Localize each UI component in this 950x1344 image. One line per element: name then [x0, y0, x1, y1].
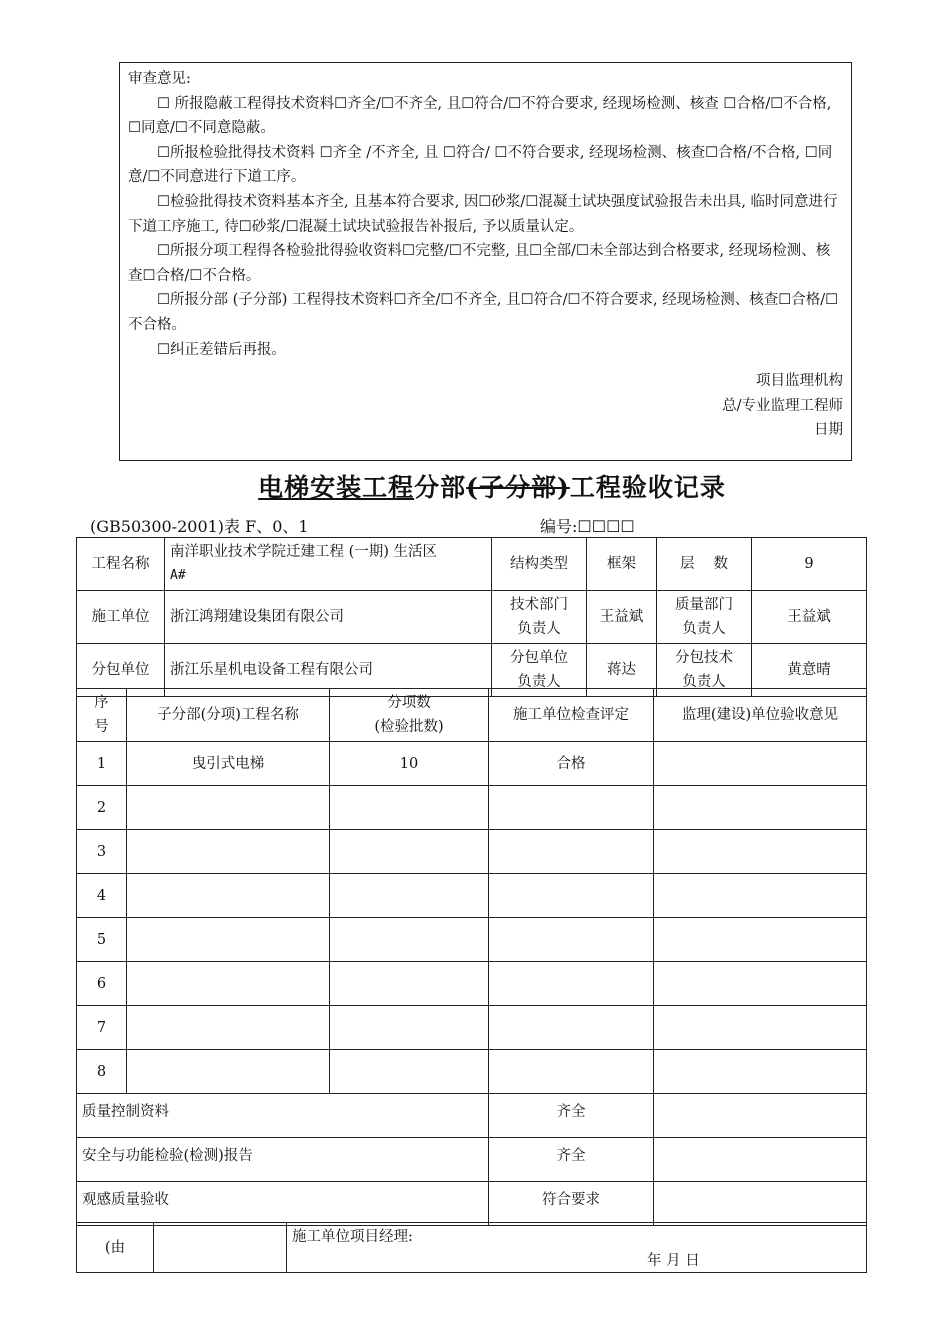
- sub-head-label-line1: 分包单位: [510, 650, 568, 666]
- review-item-temporary-approval: ☐检验批得技术资料基本齐全, 且基本符合要求, 因☐砂浆/☐混凝土试块强度试验报告未出具, 临时同意进行下道工序施工, 待☐砂浆/☐混凝土试块试验报告补报后, 予以质量认定。: [128, 193, 838, 235]
- row-opinion: [654, 742, 867, 786]
- row-opinion: [654, 918, 867, 962]
- row-name: [127, 918, 330, 962]
- row-eval: [489, 1006, 654, 1050]
- header-no-line1: 序: [94, 695, 109, 711]
- sign-supervision-org: 项目监理机构: [756, 373, 843, 390]
- items-header-row: [77, 689, 867, 742]
- summary-safety-report-opinion: [654, 1138, 867, 1182]
- summary-row: [77, 1182, 867, 1226]
- serial-number: 编号:☐☐☐☐: [540, 517, 635, 536]
- summary-safety-report-value: 齐全: [489, 1138, 654, 1182]
- row-name: [127, 962, 330, 1006]
- row-eval: [489, 918, 654, 962]
- row-opinion: [654, 962, 867, 1006]
- title-part-sub-subdivision: (子分部): [466, 473, 570, 502]
- row-opinion: [654, 1050, 867, 1094]
- row-eval: [489, 1050, 654, 1094]
- signature-blank-cell: [154, 1223, 287, 1273]
- summary-appearance-label: 观感质量验收: [77, 1182, 489, 1226]
- header-count: [330, 689, 489, 742]
- quality-head-label: [657, 591, 752, 644]
- quality-head-value: 王益斌: [752, 591, 867, 644]
- signature-table: [76, 1222, 867, 1273]
- document-title: [0, 468, 950, 504]
- row-name: [127, 1050, 330, 1094]
- row-no: 3: [77, 830, 127, 874]
- sub-tech-head-value: 黄意晴: [752, 644, 867, 697]
- row-opinion: [654, 786, 867, 830]
- row-eval: [489, 874, 654, 918]
- summary-quality-docs-value: 齐全: [489, 1094, 654, 1138]
- builder-manager-label: 施工单位项目经理:: [292, 1229, 413, 1245]
- row-name: 曳引式电梯: [127, 742, 330, 786]
- title-part-acceptance-record: 工程验收记录: [569, 473, 726, 502]
- review-item-inspection-lot: ☐所报检验批得技术资料 ☐齐全 /不齐全, 且 ☐符合/ ☐不符合要求, 经现场检测、核查☐合格/不合格, ☐同意/☐不同意进行下道工序。: [128, 144, 833, 186]
- row-eval: [489, 962, 654, 1006]
- summary-quality-docs-label: 质量控制资料: [77, 1094, 489, 1138]
- structure-type-label: 结构类型: [492, 538, 587, 591]
- row-eval: 合格: [489, 742, 654, 786]
- header-builder-eval: 施工单位检查评定: [489, 689, 654, 742]
- row-no: 4: [77, 874, 127, 918]
- tech-head-label-line1: 技术部门: [510, 597, 568, 613]
- builder-manager-cell: [287, 1223, 867, 1273]
- sign-supervision-engineer: 总/专业监理工程师: [722, 397, 843, 414]
- row-no: 1: [77, 742, 127, 786]
- sign-date: 日期: [814, 422, 843, 439]
- table-row: [77, 918, 867, 962]
- row-name: [127, 786, 330, 830]
- table-row: [77, 962, 867, 1006]
- project-name-line1: 南洋职业技术学院迁建工程 (一期) 生活区: [170, 544, 438, 560]
- row-count: [330, 874, 489, 918]
- row-count: [330, 786, 489, 830]
- row-name: [127, 1006, 330, 1050]
- row-eval: [489, 786, 654, 830]
- header-no-line2: 号: [94, 719, 109, 735]
- review-item-sub-item-works: ☐所报分项工程得各检验批得验收资料☐完整/☐不完整, 且☐全部/☐未全部达到合格要求, 经现场检测、核查☐合格/☐不合格。: [128, 243, 831, 284]
- project-name-value: [165, 538, 492, 591]
- row-name: [127, 874, 330, 918]
- review-opinion-box: [119, 62, 852, 461]
- row-name: [127, 830, 330, 874]
- row-eval: [489, 830, 654, 874]
- tech-head-value: 王益斌: [587, 591, 657, 644]
- subcontractor-value: 浙江乐星机电设备工程有限公司: [165, 644, 492, 697]
- row-opinion: [654, 874, 867, 918]
- row-no: 5: [77, 918, 127, 962]
- row-count: [330, 830, 489, 874]
- title-part-elevator-install: 电梯安装工程: [258, 473, 415, 502]
- row-opinion: [654, 1006, 867, 1050]
- review-heading: 审查意见:: [128, 71, 191, 87]
- quality-head-label-line1: 质量部门: [675, 597, 733, 613]
- summary-appearance-opinion: [654, 1182, 867, 1226]
- title-part-subdivision: 分部: [414, 473, 467, 502]
- table-row: [77, 742, 867, 786]
- row-count: [330, 962, 489, 1006]
- sub-tech-head-label-line2: 负责人: [682, 674, 726, 690]
- summary-row: [77, 1094, 867, 1138]
- items-table: [76, 688, 867, 1226]
- review-item-resubmit: ☐纠正差错后再报。: [157, 341, 286, 358]
- signature-left-cell: (由: [77, 1223, 154, 1273]
- summary-safety-report-label: 安全与功能检验(检测)报告: [77, 1138, 489, 1182]
- standard-code: (GB50300-2001)表 F、0、1: [90, 517, 309, 536]
- builder-manager-date: 年 月 日: [647, 1253, 700, 1269]
- sub-head-label-line2: 负责人: [517, 674, 561, 690]
- project-info-table: [76, 537, 867, 697]
- project-name-label: 工程名称: [77, 538, 165, 591]
- sub-tech-head-label-line1: 分包技术: [675, 650, 733, 666]
- row-count: [330, 1050, 489, 1094]
- structure-type-value: 框架: [587, 538, 657, 591]
- header-supervisor-opinion: 监理(建设)单位验收意见: [654, 689, 867, 742]
- tech-head-label-line2: 负责人: [517, 621, 561, 637]
- row-opinion: [654, 830, 867, 874]
- table-row: [77, 830, 867, 874]
- table-row: [77, 874, 867, 918]
- header-name: 子分部(分项)工程名称: [127, 689, 330, 742]
- header-count-line1: 分项数: [387, 695, 431, 711]
- row-no: 8: [77, 1050, 127, 1094]
- summary-appearance-value: 符合要求: [489, 1182, 654, 1226]
- row-no: 7: [77, 1006, 127, 1050]
- project-name-line2: A#: [170, 568, 186, 583]
- header-count-line2: (检验批数): [374, 719, 444, 735]
- sub-head-value: 蒋达: [587, 644, 657, 697]
- summary-row: [77, 1138, 867, 1182]
- builder-value: 浙江鸿翔建设集团有限公司: [165, 591, 492, 644]
- row-no: 2: [77, 786, 127, 830]
- row-count: [330, 918, 489, 962]
- tech-head-label: [492, 591, 587, 644]
- review-item-hidden-works: ☐ 所报隐蔽工程得技术资料☐齐全/☐不齐全, 且☐符合/☐不符合要求, 经现场检测、核查 ☐合格/☐不合格, ☐同意/☐不同意隐蔽。: [128, 95, 832, 137]
- header-no: [77, 689, 127, 742]
- summary-quality-docs-opinion: [654, 1094, 867, 1138]
- row-count: [330, 1006, 489, 1050]
- builder-label: 施工单位: [77, 591, 165, 644]
- floors-label: 层 数: [657, 538, 752, 591]
- quality-head-label-line2: 负责人: [682, 621, 726, 637]
- table-row: [77, 1006, 867, 1050]
- review-item-subdivision-works: ☐所报分部 (子分部) 工程得技术资料☐齐全/☐不齐全, 且☐符合/☐不符合要求, 经现场检测、核查☐合格/☐不合格。: [128, 292, 839, 333]
- table-row: [77, 786, 867, 830]
- row-no: 6: [77, 962, 127, 1006]
- floors-value: 9: [752, 538, 867, 591]
- table-row: [77, 1050, 867, 1094]
- row-count: 10: [330, 742, 489, 786]
- subcontractor-label: 分包单位: [77, 644, 165, 697]
